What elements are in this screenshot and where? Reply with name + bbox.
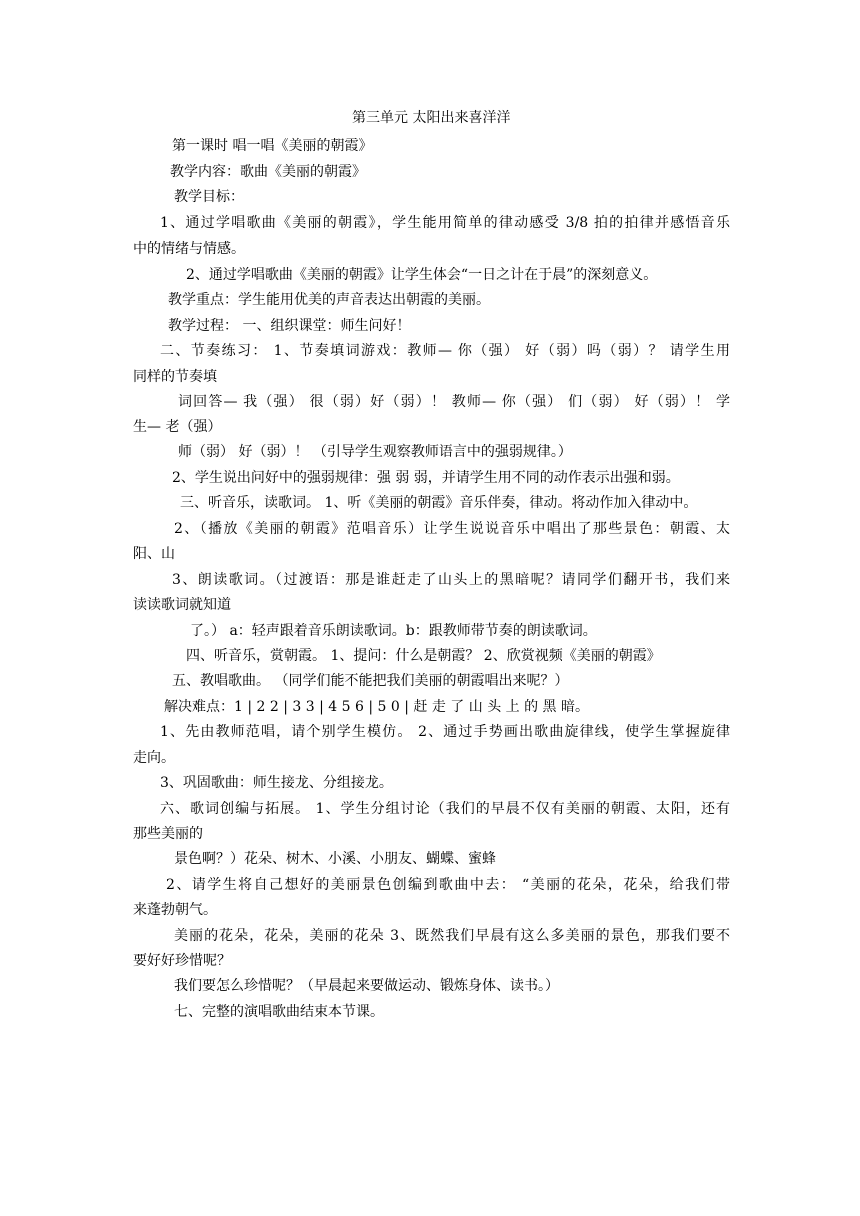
text-line: 词回答— 我（强） 很（弱）好（弱）！ 教师— 你（强） 们（弱） 好（弱）！ 学 <box>178 394 730 410</box>
text-line: 那些美丽的 <box>133 826 203 842</box>
text-line: 2、通过学唱歌曲《美丽的朝霞》让学生体会“一日之计在于晨”的深刻意义。 <box>186 267 658 283</box>
text-line: 中的情绪与情感。 <box>133 241 245 257</box>
text-line: 1、先由教师范唱，请个别学生模仿。 2、通过手势画出歌曲旋律线，使学生掌握旋律 <box>160 724 730 740</box>
text-line: 第一课时 唱一唱《美丽的朝霞》 <box>172 138 373 154</box>
text-line: 教学内容：歌曲《美丽的朝霞》 <box>170 164 366 180</box>
text-line: 六、歌词创编与拓展。 1、学生分组讨论（我们的早晨不仅有美丽的朝霞、太阳，还有 <box>160 801 730 817</box>
text-line: 了。） a：轻声跟着音乐朗读歌词。b：跟教师带节奏的朗读歌词。 <box>190 623 597 639</box>
document-title: 第三单元 太阳出来喜洋洋 <box>352 110 511 126</box>
text-line: 美丽的花朵，花朵，美丽的花朵 3、既然我们早晨有这么多美丽的景色，那我们要不 <box>174 928 730 944</box>
text-line: 2、（播放《美丽的朝霞》范唱音乐）让学生说说音乐中唱出了那些景色：朝霞、太 <box>174 521 730 537</box>
text-line: 3、朗读歌词。（过渡语：那是谁赶走了山头上的黑暗呢？请同学们翻开书，我们来 <box>172 572 730 588</box>
text-line: 五、教唱歌曲。 （同学们能不能把我们美丽的朝霞唱出来呢？） <box>172 673 569 689</box>
text-line: 我们要怎么珍惜呢？（早晨起来要做运动、锻炼身体、读书。） <box>174 978 559 994</box>
text-line: 教学过程： 一、组织课堂：师生问好！ <box>168 318 411 334</box>
text-line: 三、听音乐，读歌词。 1、听《美丽的朝霞》音乐伴奏，律动。将动作加入律动中。 <box>180 495 698 511</box>
text-line: 1、通过学唱歌曲《美丽的朝霞》，学生能用简单的律动感受 3/8 拍的拍律并感悟音乐 <box>160 215 730 231</box>
text-line: 2、请学生将自己想好的美丽景色创编到歌曲中去： “美丽的花朵，花朵，给我们带 <box>166 877 730 893</box>
text-line: 二、节奏练习： 1、节奏填词游戏：教师— 你（强） 好（弱）吗（弱）？ 请学生用 <box>160 343 730 359</box>
text-line: 教学重点：学生能用优美的声音表达出朝霞的美丽。 <box>168 292 490 308</box>
text-line: 读读歌词就知道 <box>133 597 231 613</box>
text-line: 解决难点：1 | 2 2 | 3 3 | 4 5 6 | 5 0 | 赶 走 了 山 头 上 的 黑 暗。 <box>164 699 590 715</box>
text-line: 走向。 <box>133 750 175 766</box>
text-line: 阳、山 <box>133 546 175 562</box>
text-line: 七、完整的演唱歌曲结束本节课。 <box>174 1004 384 1020</box>
text-line: 四、听音乐，赏朝霞。 1、提问：什么是朝霞？ 2、欣赏视频《美丽的朝霞》 <box>186 648 661 664</box>
text-line: 同样的节奏填 <box>133 369 217 385</box>
text-line: 3、巩固歌曲：师生接龙、分组接龙。 <box>160 775 393 791</box>
text-line: 景色啊？）花朵、树木、小溪、小朋友、蝴蝶、蜜蜂 <box>174 851 496 867</box>
text-line: 2、学生说出问好中的强弱规律：强 弱 弱，并请学生用不同的动作表示出强和弱。 <box>172 470 680 486</box>
text-line: 教学目标： <box>174 189 244 205</box>
text-line: 师（弱） 好（弱）！ （引导学生观察教师语言中的强弱规律。） <box>178 444 572 460</box>
text-line: 生— 老（强） <box>133 419 222 435</box>
text-line: 要好好珍惜呢？ <box>133 953 231 969</box>
text-line: 来蓬勃朝气。 <box>133 902 217 918</box>
